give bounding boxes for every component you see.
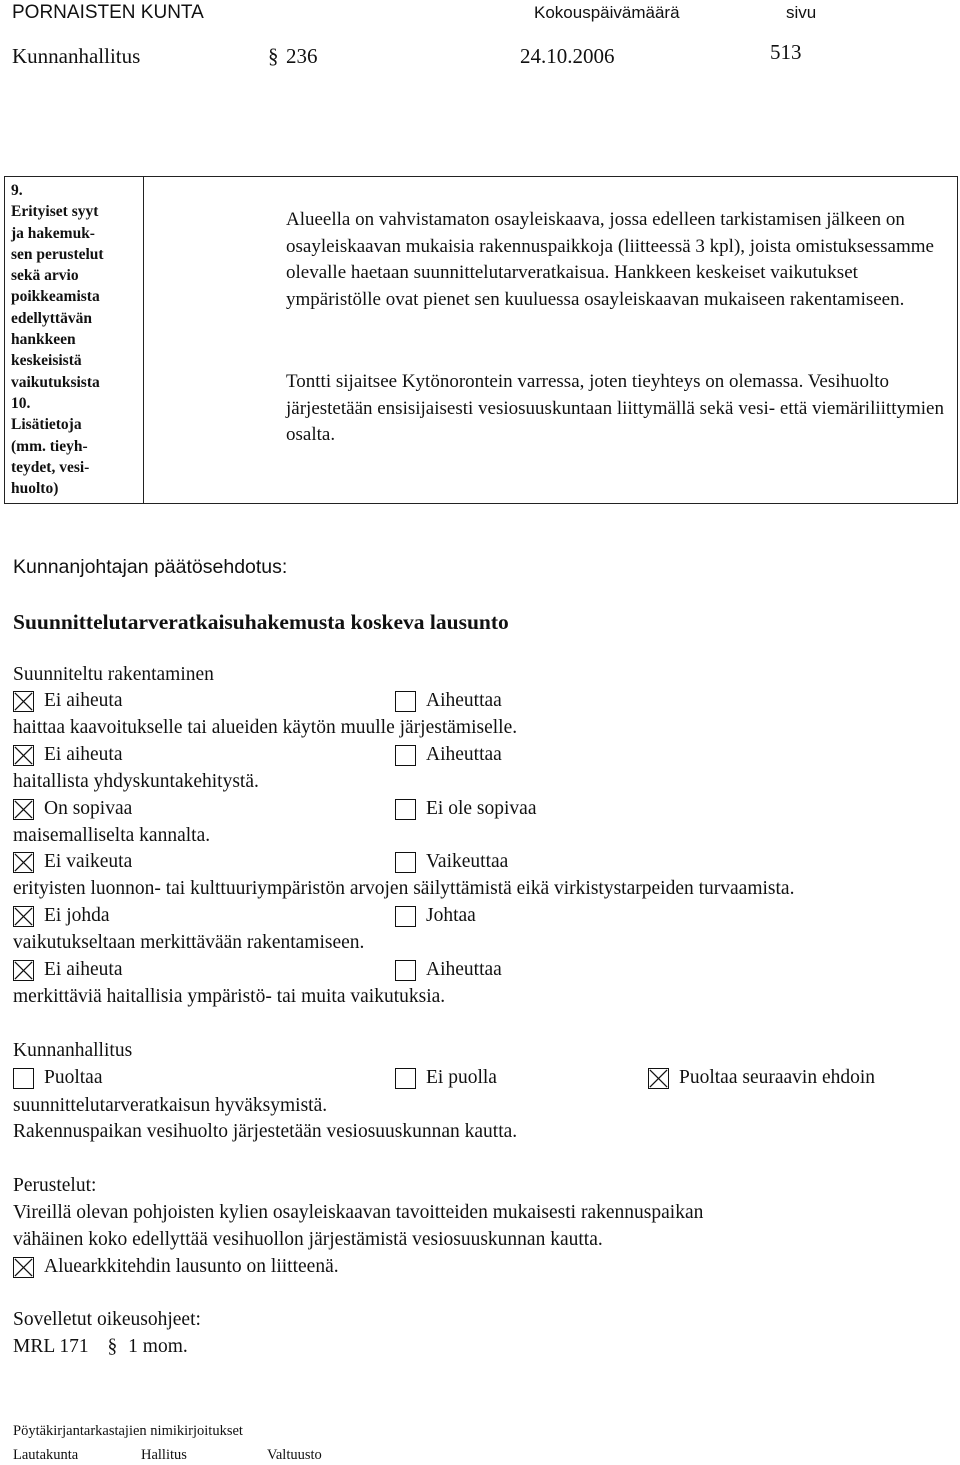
info-left-line: 10. xyxy=(11,394,31,412)
assessment-text: haitallista yhdyskuntakehitystä. xyxy=(13,771,259,792)
board-option-checkbox[interactable] xyxy=(395,1068,416,1089)
assessment-option-a-row xyxy=(13,905,110,927)
info-left-line: huolto) xyxy=(11,480,59,498)
proposal-heading: Kunnanjohtajan päätösehdotus: xyxy=(13,556,288,578)
board-option-checkbox[interactable] xyxy=(648,1068,669,1089)
assessment-option-b-checkbox[interactable] xyxy=(395,691,416,712)
checkmark-x-icon xyxy=(649,1069,668,1088)
section-symbol: § xyxy=(268,44,279,68)
assessment-option-a-checkbox[interactable] xyxy=(13,691,34,712)
checkmark-x-icon xyxy=(14,853,33,872)
condition-text: Rakennuspaikan vesihuolto järjestetään vesiosuuskunnan kautta. xyxy=(13,1121,518,1142)
assessment-text: haittaa kaavoitukselle tai alueiden käytön muulle järjestämiselle. xyxy=(13,717,518,738)
assessment-option-b-row xyxy=(395,905,476,927)
page-number: 513 xyxy=(770,40,802,64)
assessment-option-b-row xyxy=(395,744,502,766)
checkmark-x-icon xyxy=(14,800,33,819)
attachment-checkbox-row xyxy=(13,1256,339,1278)
assessment-option-a-label: Ei johda xyxy=(44,905,110,926)
organization-name: PORNAISTEN KUNTA xyxy=(12,2,204,23)
board-label: Kunnanhallitus xyxy=(13,1040,133,1061)
info-left-line: edellyttävän xyxy=(11,309,92,327)
board-text: suunnittelutarveratkaisun hyväksymistä. xyxy=(13,1095,328,1116)
info-left-line: ja hakemuk- xyxy=(11,224,95,242)
info-table xyxy=(4,176,958,504)
info-left-line: sen perustelut xyxy=(11,245,104,263)
proposal-title: Suunnittelutarveratkaisuhakemusta koskeva lausunto xyxy=(13,610,509,634)
board-option-label: Puoltaa seuraavin ehdoin xyxy=(679,1067,876,1088)
grounds-label: Perustelut: xyxy=(13,1175,97,1196)
info-left-line: (mm. tieyh- xyxy=(11,437,88,455)
info-left-line: sekä arvio xyxy=(11,267,79,285)
page-label: sivu xyxy=(786,3,817,22)
assessment-option-a-checkbox[interactable] xyxy=(13,852,34,873)
date-label: Kokouspäivämäärä xyxy=(534,3,680,22)
board-option-row xyxy=(13,1067,103,1089)
checkmark-x-icon xyxy=(14,1258,33,1277)
section-number: 236 xyxy=(286,44,318,68)
info-left-line: teydet, vesi- xyxy=(11,458,90,476)
board-option-row xyxy=(648,1067,875,1089)
assessment-option-a-label: Ei aiheuta xyxy=(44,690,123,711)
info-left-line: poikkeamista xyxy=(11,288,100,306)
assessment-option-b-label: Johtaa xyxy=(426,905,476,926)
assessment-option-b-checkbox[interactable] xyxy=(395,852,416,873)
info-right-content xyxy=(144,177,958,504)
assessment-option-a-label: On sopivaa xyxy=(44,798,133,819)
body-name: Kunnanhallitus xyxy=(12,44,141,68)
assessment-option-a-row xyxy=(13,798,132,820)
board-option-row xyxy=(395,1067,497,1089)
assessment-option-b-checkbox[interactable] xyxy=(395,745,416,766)
meeting-date: 24.10.2006 xyxy=(520,44,615,68)
board-option-checkbox[interactable] xyxy=(13,1068,34,1089)
law-label: Sovelletut oikeusohjeet: xyxy=(13,1309,201,1330)
assessment-option-a-checkbox[interactable] xyxy=(13,799,34,820)
grounds-line-2: vähäinen koko edellyttää vesihuollon järjestämistä vesiosuuskunnan kautta. xyxy=(13,1229,603,1250)
assessment-option-a-row xyxy=(13,851,132,873)
info-left-line: 9. xyxy=(11,182,23,199)
info-left-line: Erityiset syyt xyxy=(11,203,99,221)
info-paragraph-2: Tontti sijaitsee Kytönorontein varressa, joten tieyhteys on olemassa. Vesihuolto järjestetään ensisijaisesti vesiosuuskuntaan liittymällä sekä vesi- että viemäriliittymien osalta. xyxy=(286,371,944,445)
assessment-option-b-row xyxy=(395,959,502,981)
assessment-option-a-checkbox[interactable] xyxy=(13,906,34,927)
checkmark-x-icon xyxy=(14,746,33,765)
info-left-line: hankkeen xyxy=(11,331,76,349)
assessment-option-b-label: Aiheuttaa xyxy=(426,690,502,711)
signature-col-lautakunta: Lautakunta xyxy=(13,1447,79,1463)
assessment-text: merkittäviä haitallisia ympäristö- tai muita vaikutuksia. xyxy=(13,986,446,1007)
checkmark-x-icon xyxy=(14,907,33,926)
signature-col-valtuusto: Valtuusto xyxy=(267,1447,322,1463)
assessment-option-a-label: Ei aiheuta xyxy=(44,744,123,765)
assessment-option-a-row xyxy=(13,744,123,766)
checkmark-x-icon xyxy=(14,692,33,711)
assessment-option-a-checkbox[interactable] xyxy=(13,960,34,981)
assessment-option-b-row xyxy=(395,851,508,873)
signature-col-hallitus: Hallitus xyxy=(141,1447,187,1463)
assessment-option-a-checkbox[interactable] xyxy=(13,745,34,766)
signature-columns xyxy=(13,1447,413,1465)
assessment-option-b-checkbox[interactable] xyxy=(395,960,416,981)
grounds-line-1: Vireillä olevan pohjoisten kylien osayleiskaavan tavoitteiden mukaisesti rakennuspaikan xyxy=(13,1202,704,1223)
assessment-text: erityisten luonnon- tai kulttuuriympäristön arvojen säilyttämistä eikä virkistystarpeiden turvaamista. xyxy=(13,878,795,899)
info-left-line: keskeisistä xyxy=(11,352,82,370)
law-ref-symbol: § xyxy=(107,1336,118,1357)
info-left-line: Lisätietoja xyxy=(11,416,82,434)
checkmark-x-icon xyxy=(14,961,33,980)
board-option-label: Puoltaa xyxy=(44,1067,103,1088)
assessment-option-b-checkbox[interactable] xyxy=(395,799,416,820)
board-option-label: Ei puolla xyxy=(426,1067,497,1088)
info-left-heading xyxy=(5,177,144,504)
assessment-option-a-row xyxy=(13,690,123,712)
assessment-option-b-label: Vaikeuttaa xyxy=(426,851,509,872)
law-ref-prefix: MRL 171 xyxy=(13,1336,89,1357)
assessment-option-a-label: Ei vaikeuta xyxy=(44,851,133,872)
assessment-option-b-row xyxy=(395,798,536,820)
planned-construction-label: Suunniteltu rakentaminen xyxy=(13,664,214,685)
info-left-line: vaikutuksista xyxy=(11,373,100,391)
assessment-text: maisemalliselta kannalta. xyxy=(13,825,211,846)
info-paragraph-1: Alueella on vahvistamaton osayleiskaava, jossa edelleen tarkistamisen jälkeen on osayleiskaavan mukaisia rakennuspaikkoja (liitteessä 3 kpl), joista omistuksessamme olevalle haetaan suunnittelutarveratkaisua. Hankkeen keskeiset vaikutukset ympäristölle ovat pienet sen kuuluessa osayleiskaavan mukaiseen rakentamiseen. xyxy=(286,209,934,310)
assessment-option-a-row xyxy=(13,959,123,981)
law-ref-suffix: 1 mom. xyxy=(128,1336,188,1357)
assessment-option-a-label: Ei aiheuta xyxy=(44,959,123,980)
assessment-option-b-label: Aiheuttaa xyxy=(426,959,502,980)
law-reference xyxy=(13,1336,188,1358)
assessment-option-b-checkbox[interactable] xyxy=(395,906,416,927)
page-header xyxy=(12,0,952,26)
attachment-checkbox[interactable] xyxy=(13,1257,34,1278)
assessment-option-b-label: Ei ole sopivaa xyxy=(426,798,537,819)
assessment-option-b-label: Aiheuttaa xyxy=(426,744,502,765)
assessment-option-b-row xyxy=(395,690,502,712)
attachment-label: Aluearkkitehdin lausunto on liitteenä. xyxy=(44,1256,339,1277)
signatures-label: Pöytäkirjantarkastajien nimikirjoitukset xyxy=(13,1423,243,1439)
assessment-text: vaikutukseltaan merkittävään rakentamiseen. xyxy=(13,932,365,953)
